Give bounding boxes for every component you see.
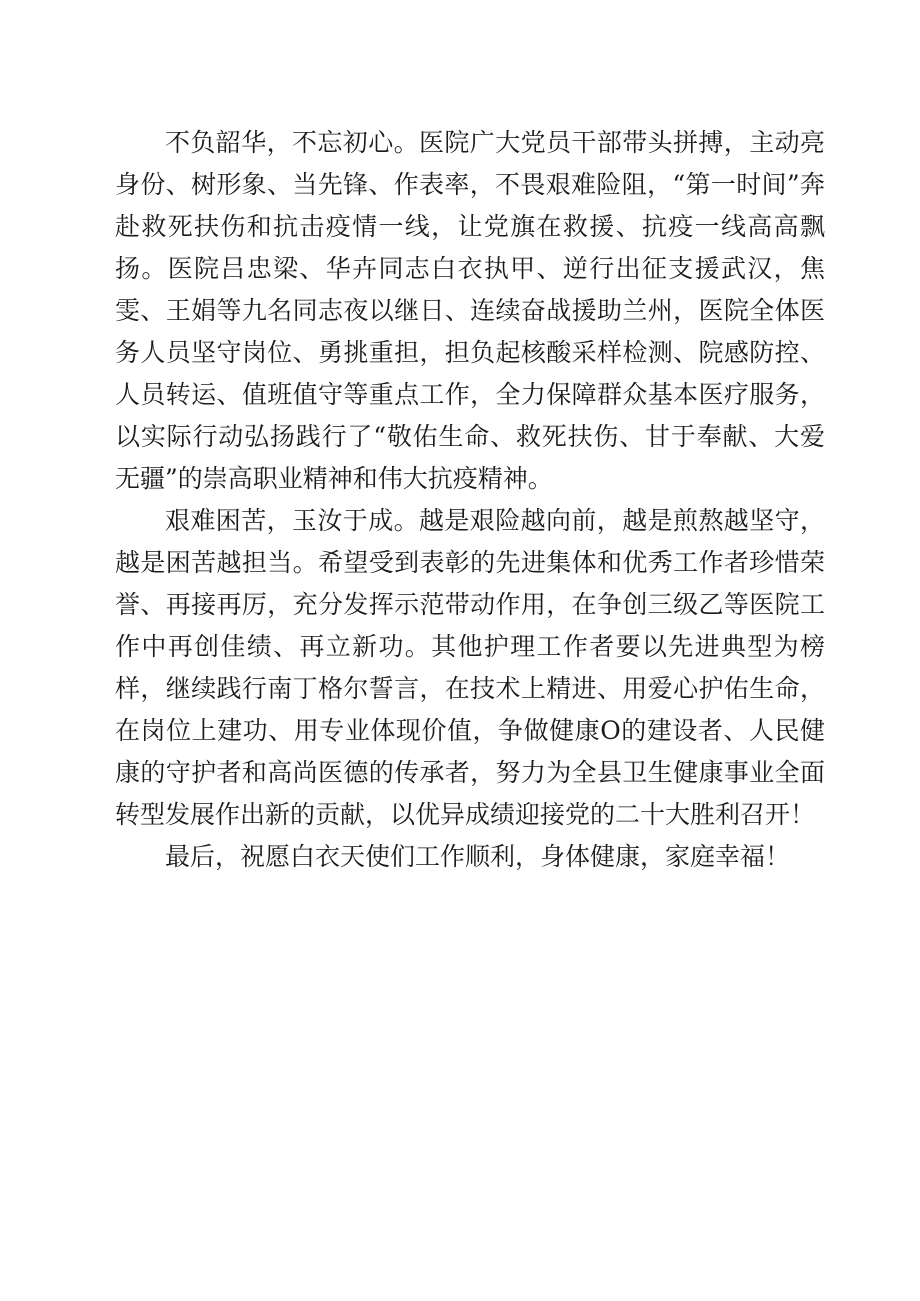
document-body: [115, 122, 825, 878]
paragraph-1: 不负韶华，不忘初心。医院广大党员干部带头拼搏，主动亮身份、树形象、当先锋、作表率，不畏艰难险阻，“第一时间”奔赴救死扶伤和抗击疫情一线，让党旗在救援、抗疫一线高高飘扬。医院吕忠梁、华卉同志白衣执甲、逆行出征支援武汉，焦雯、王娟等九名同志夜以继日、连续奋战援助兰州，医院全体医务人员坚守岗位、勇挑重担，担负起核酸采样检测、院感防控、人员转运、值班值守等重点工作，全力保障群众基本医疗服务，以实际行动弘扬践行了“敬佑生命、救死扶伤、甘于奉献、大爱无疆”的崇高职业精神和伟大抗疫精神。: [115, 128, 825, 493]
paragraph-3: 最后，祝愿白衣天使们工作顺利，身体健康，家庭幸福！: [165, 842, 791, 871]
paragraph-2: 艰难困苦，玉汝于成。越是艰险越向前，越是煎熬越坚守，越是困苦越担当。希望受到表彰的先进集体和优秀工作者珍惜荣誉、再接再厉，充分发挥示范带动作用，在争创三级乙等医院工作中再创佳绩、再立新功。其他护理工作者要以先进典型为榜样，继续践行南丁格尔誓言，在技术上精进、用爱心护佑生命，在岗位上建功、用专业体现价值，争做健康O的建设者、人民健康的守护者和高尚医德的传承者，努力为全县卫生健康事业全面转型发展作出新的贡献，以优异成绩迎接党的二十大胜利召开！: [115, 506, 825, 829]
